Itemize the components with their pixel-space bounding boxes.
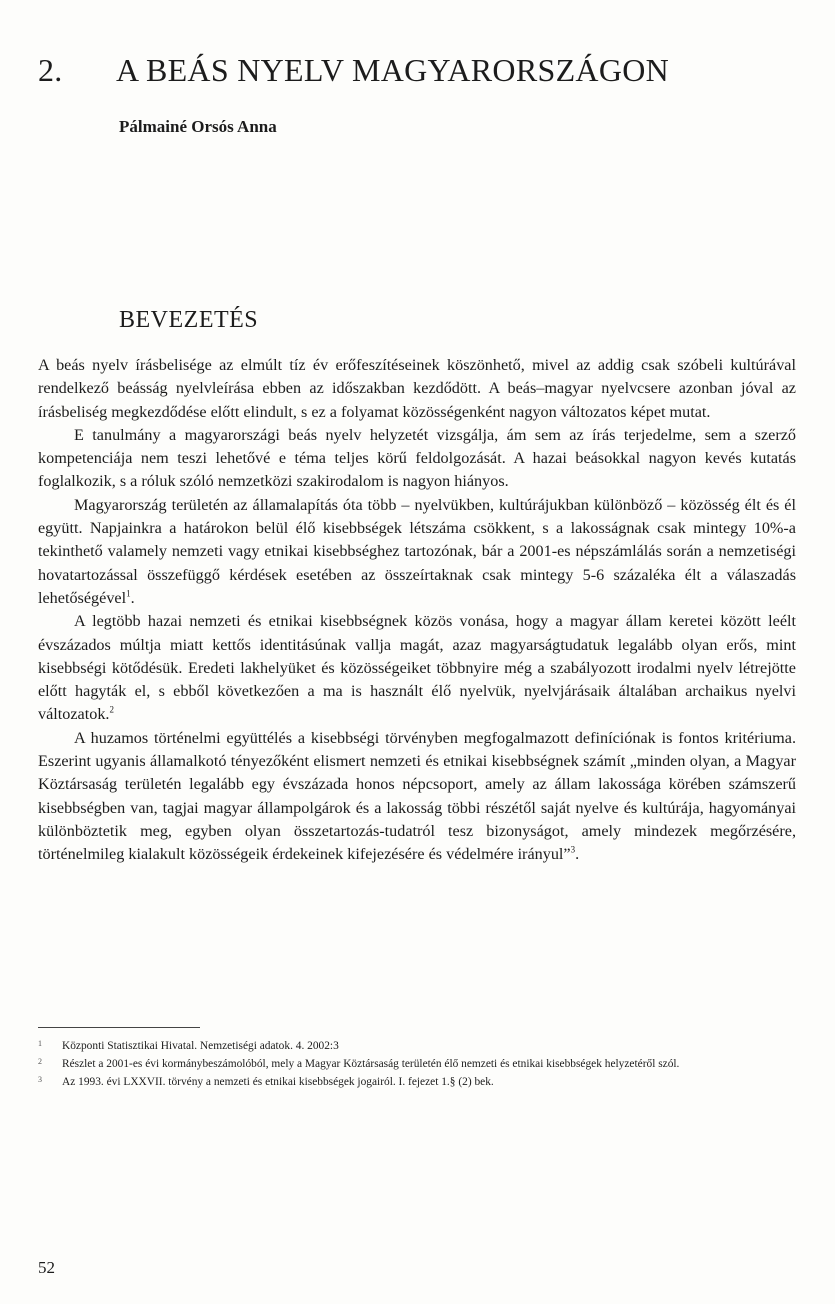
- footnote-2: [38, 1056, 796, 1073]
- paragraph-5-text: A huzamos történelmi együttélés a kisebbségi törvényben megfogalmazott definíciónak is fontos kritériuma. Eszerint ugyanis államalkotó tényezőként elismert nemzeti és etnikai kisebbségnek számít „minden olyan, a Magyar Köztársaság területén legalább egy évszázada honos népcsoport, amely az állam lakossága körében számszerű kisebbségben van, tagjai magyar állampolgárok és a lakosság többi részétől saját nyelve és kultúrája, hagyományai különböztetik meg, egyben olyan összetartozás-tudatról tesz bizonyságot, amely mindezek megőrzésére, történelmileg kialakult közösségeik érdekeinek kifejezésére és védelmére irányul”: [38, 728, 796, 864]
- footnote-text-3: Az 1993. évi LXXVII. törvény a nemzeti és etnikai kisebbségek jogairól. I. fejezet 1.§ (2) bek.: [62, 1076, 494, 1088]
- paragraph-5-end: .: [575, 845, 580, 864]
- footnote-ref-2: 2: [109, 705, 114, 716]
- footnote-mark-2: 2: [38, 1057, 42, 1066]
- footnote-ref-3: 3: [570, 844, 576, 855]
- page-number: 52: [38, 1258, 55, 1277]
- chapter-number: 2.: [38, 52, 63, 88]
- author-name: Pálmainé Orsós Anna: [119, 117, 277, 136]
- paragraph-5: [38, 727, 796, 867]
- paragraph-2: [38, 424, 796, 494]
- paragraph-4: [38, 610, 796, 726]
- paragraph-4-text: A legtöbb hazai nemzeti és etnikai kisebbségnek közös vonása, hogy a magyar állam keretei között leélt évszázados múltja miatt kettős identitásúnak vallja magát, azaz magyarságtudatuk legalább olyan erős, mint kisebbségi kötődésük. Eredeti lakhelyüket és közösségeiket többnyire még a szabályozott irodalmi nyelv létrejötte előtt hagyták el, s ebből következően a ma is használt élő nyelvük, nyelvjárásaik általában archaikus nyelvi változatok.: [38, 612, 796, 724]
- paragraph-3-end: .: [130, 588, 135, 607]
- body-text: [38, 354, 796, 867]
- footnote-mark-3: 3: [38, 1075, 42, 1084]
- footnote-divider: [38, 1027, 200, 1028]
- paragraph-1-text: A beás nyelv írásbelisége az elmúlt tíz év erőfeszítéseinek köszönhető, mivel az addig csak szóbeli kultúrával rendelkező beásság nyelvleírása ebben az időszakban kezdődött. A beás–magyar nyelvcsere azonban jóval az írásbeliség megkezdődése előtt elindult, s ez a folyamat közösségenként nagyon változatos képet mutat.: [38, 356, 796, 421]
- section-heading: BEVEZETÉS: [119, 307, 259, 333]
- paragraph-3-text: Magyarország területén az államalapítás óta több – nyelvükben, kultúrájukban különböző – közösség élt és él együtt. Napjainkra a határokon belül élő kisebbségek létszáma csökkent, s a lakosságnak csak mintegy 10%-a tekinthető valamely nemzeti vagy etnikai kisebbséghez tartozónak, bár a 2001-es népszámlálás során a nemzetiségi hovatartozással összefüggő kérdések esetében az összeírtaknak csak mintegy 5-6 százaléka élt a válaszadás lehetőségével: [38, 495, 796, 607]
- footnote-mark-1: 1: [38, 1039, 42, 1048]
- footnote-text-2: Részlet a 2001-es évi kormánybeszámolóból, mely a Magyar Köztársaság területén élő nemzeti és etnikai kisebbségek helyzetéről szól.: [62, 1058, 680, 1070]
- chapter-heading: [38, 52, 818, 89]
- footnote-1: [38, 1038, 796, 1055]
- chapter-title: A BEÁS NYELV MAGYARORSZÁGON: [116, 52, 670, 88]
- paragraph-1: [38, 354, 796, 424]
- paragraph-3: [38, 494, 796, 610]
- footnote-ref-1: 1: [126, 588, 131, 599]
- footnote-3: [38, 1074, 796, 1091]
- footnotes: [38, 1038, 796, 1092]
- footnote-text-1: Központi Statisztikai Hivatal. Nemzetiségi adatok. 4. 2002:3: [62, 1040, 339, 1052]
- paragraph-2-text: E tanulmány a magyarországi beás nyelv helyzetét vizsgálja, ám sem az írás terjedelme, sem a szerző kompetenciája nem teszi lehetővé e téma teljes körű feldolgozását. A hazai beásokkal nagyon kevés kutatás foglalkozik, s a róluk szóló nemzetközi szakirodalom is nagyon hiányos.: [38, 425, 796, 491]
